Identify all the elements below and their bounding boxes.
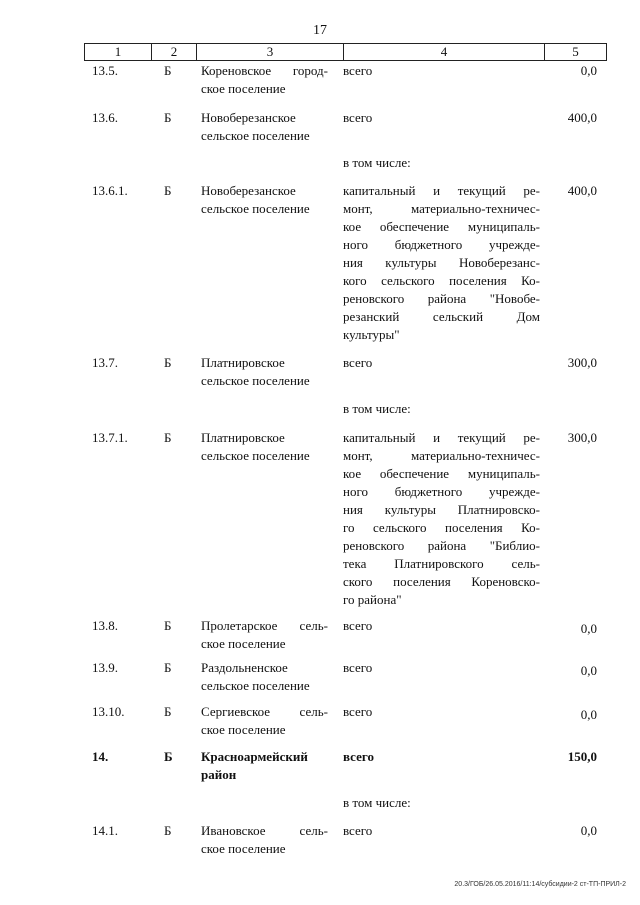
row-type: Б: [164, 355, 172, 370]
table-header: [84, 43, 607, 61]
row-type: Б: [164, 63, 172, 78]
row-name: Пролетарское сель- ское поселение: [201, 618, 328, 651]
column-header-4: 4: [440, 44, 448, 59]
row-type: Б: [164, 660, 172, 675]
row-type: Б: [164, 823, 172, 838]
row-number: 13.6.1.: [92, 183, 128, 198]
row-description: всего: [343, 618, 373, 633]
row-value: 300,0: [567, 430, 597, 445]
row-description: всего: [343, 355, 373, 370]
row-value: 0,0: [580, 63, 597, 78]
row-value: 0,0: [580, 621, 597, 636]
row-number: 13.7.1.: [92, 430, 128, 445]
row-name: Красноармейский район: [201, 749, 308, 782]
row-description: всего: [343, 660, 373, 675]
row-value: 0,0: [580, 707, 597, 722]
page-number: 17: [313, 23, 327, 38]
column-header-5: 5: [572, 44, 579, 59]
subtotal-label: в том числе:: [343, 401, 411, 416]
row-name: Платнировское сельское поселение: [201, 430, 310, 463]
row-description: капитальный и текущий ре- монт, материально-техничес- кое обеспечение муниципаль- ного бюджетного учрежде- ния культуры Новоберезанс- кого сельского поселения Ко- реновского района "Новобе- резанский сельский Дом культуры": [343, 183, 540, 342]
column-header-1: 1: [114, 44, 122, 59]
row-value: 300,0: [567, 355, 597, 370]
row-description: всего: [343, 704, 373, 719]
row-description: всего: [343, 110, 373, 125]
row-number: 13.10.: [92, 704, 125, 719]
row-value: 400,0: [567, 183, 597, 198]
footer-reference: 20.3/ГОБ/26.05.2016/11:14/субсидии-2 ст-ТП-ПРИЛ-2: [454, 881, 626, 888]
row-type: Б: [164, 749, 173, 764]
row-number: 13.6.: [92, 110, 118, 125]
row-name: Платнировское сельское поселение: [201, 355, 310, 388]
row-type: Б: [164, 110, 172, 125]
column-header-3: 3: [266, 44, 274, 59]
row-number: 14.1.: [92, 823, 118, 838]
row-description: капитальный и текущий ре- монт, материально-техничес- кое обеспечение муниципаль- ного бюджетного учрежде- ния культуры Платнировско- го сельского поселения Ко- реновского района "Библио- тека Платнировского сель- ского поселения Кореновско- го района": [343, 430, 540, 607]
row-value: 0,0: [580, 663, 597, 678]
row-number: 14.: [92, 749, 109, 764]
row-name: Новоберезанское сельское поселение: [201, 110, 310, 143]
row-number: 13.5.: [92, 63, 118, 78]
row-type: Б: [164, 430, 172, 445]
row-value: 150,0: [567, 749, 597, 764]
row-type: Б: [164, 183, 172, 198]
row-name: Сергиевское сель- ское поселение: [201, 704, 328, 737]
row-name: Ивановское сель- ское поселение: [201, 823, 328, 856]
row-description: всего: [343, 63, 373, 78]
row-name: Кореновское город- ское поселение: [201, 63, 328, 96]
row-description: всего: [343, 823, 373, 838]
row-value: 0,0: [580, 823, 597, 838]
column-header-2: 2: [170, 44, 178, 59]
row-description: всего: [343, 749, 374, 764]
row-type: Б: [164, 704, 172, 719]
row-number: 13.7.: [92, 355, 118, 370]
row-number: 13.8.: [92, 618, 118, 633]
row-name: Новоберезанское сельское поселение: [201, 183, 310, 216]
subtotal-label: в том числе:: [343, 155, 411, 170]
row-number: 13.9.: [92, 660, 118, 675]
subtotal-label: в том числе:: [343, 795, 411, 810]
row-value: 400,0: [567, 110, 597, 125]
row-name: Раздольненское сельское поселение: [201, 660, 310, 693]
row-type: Б: [164, 618, 172, 633]
